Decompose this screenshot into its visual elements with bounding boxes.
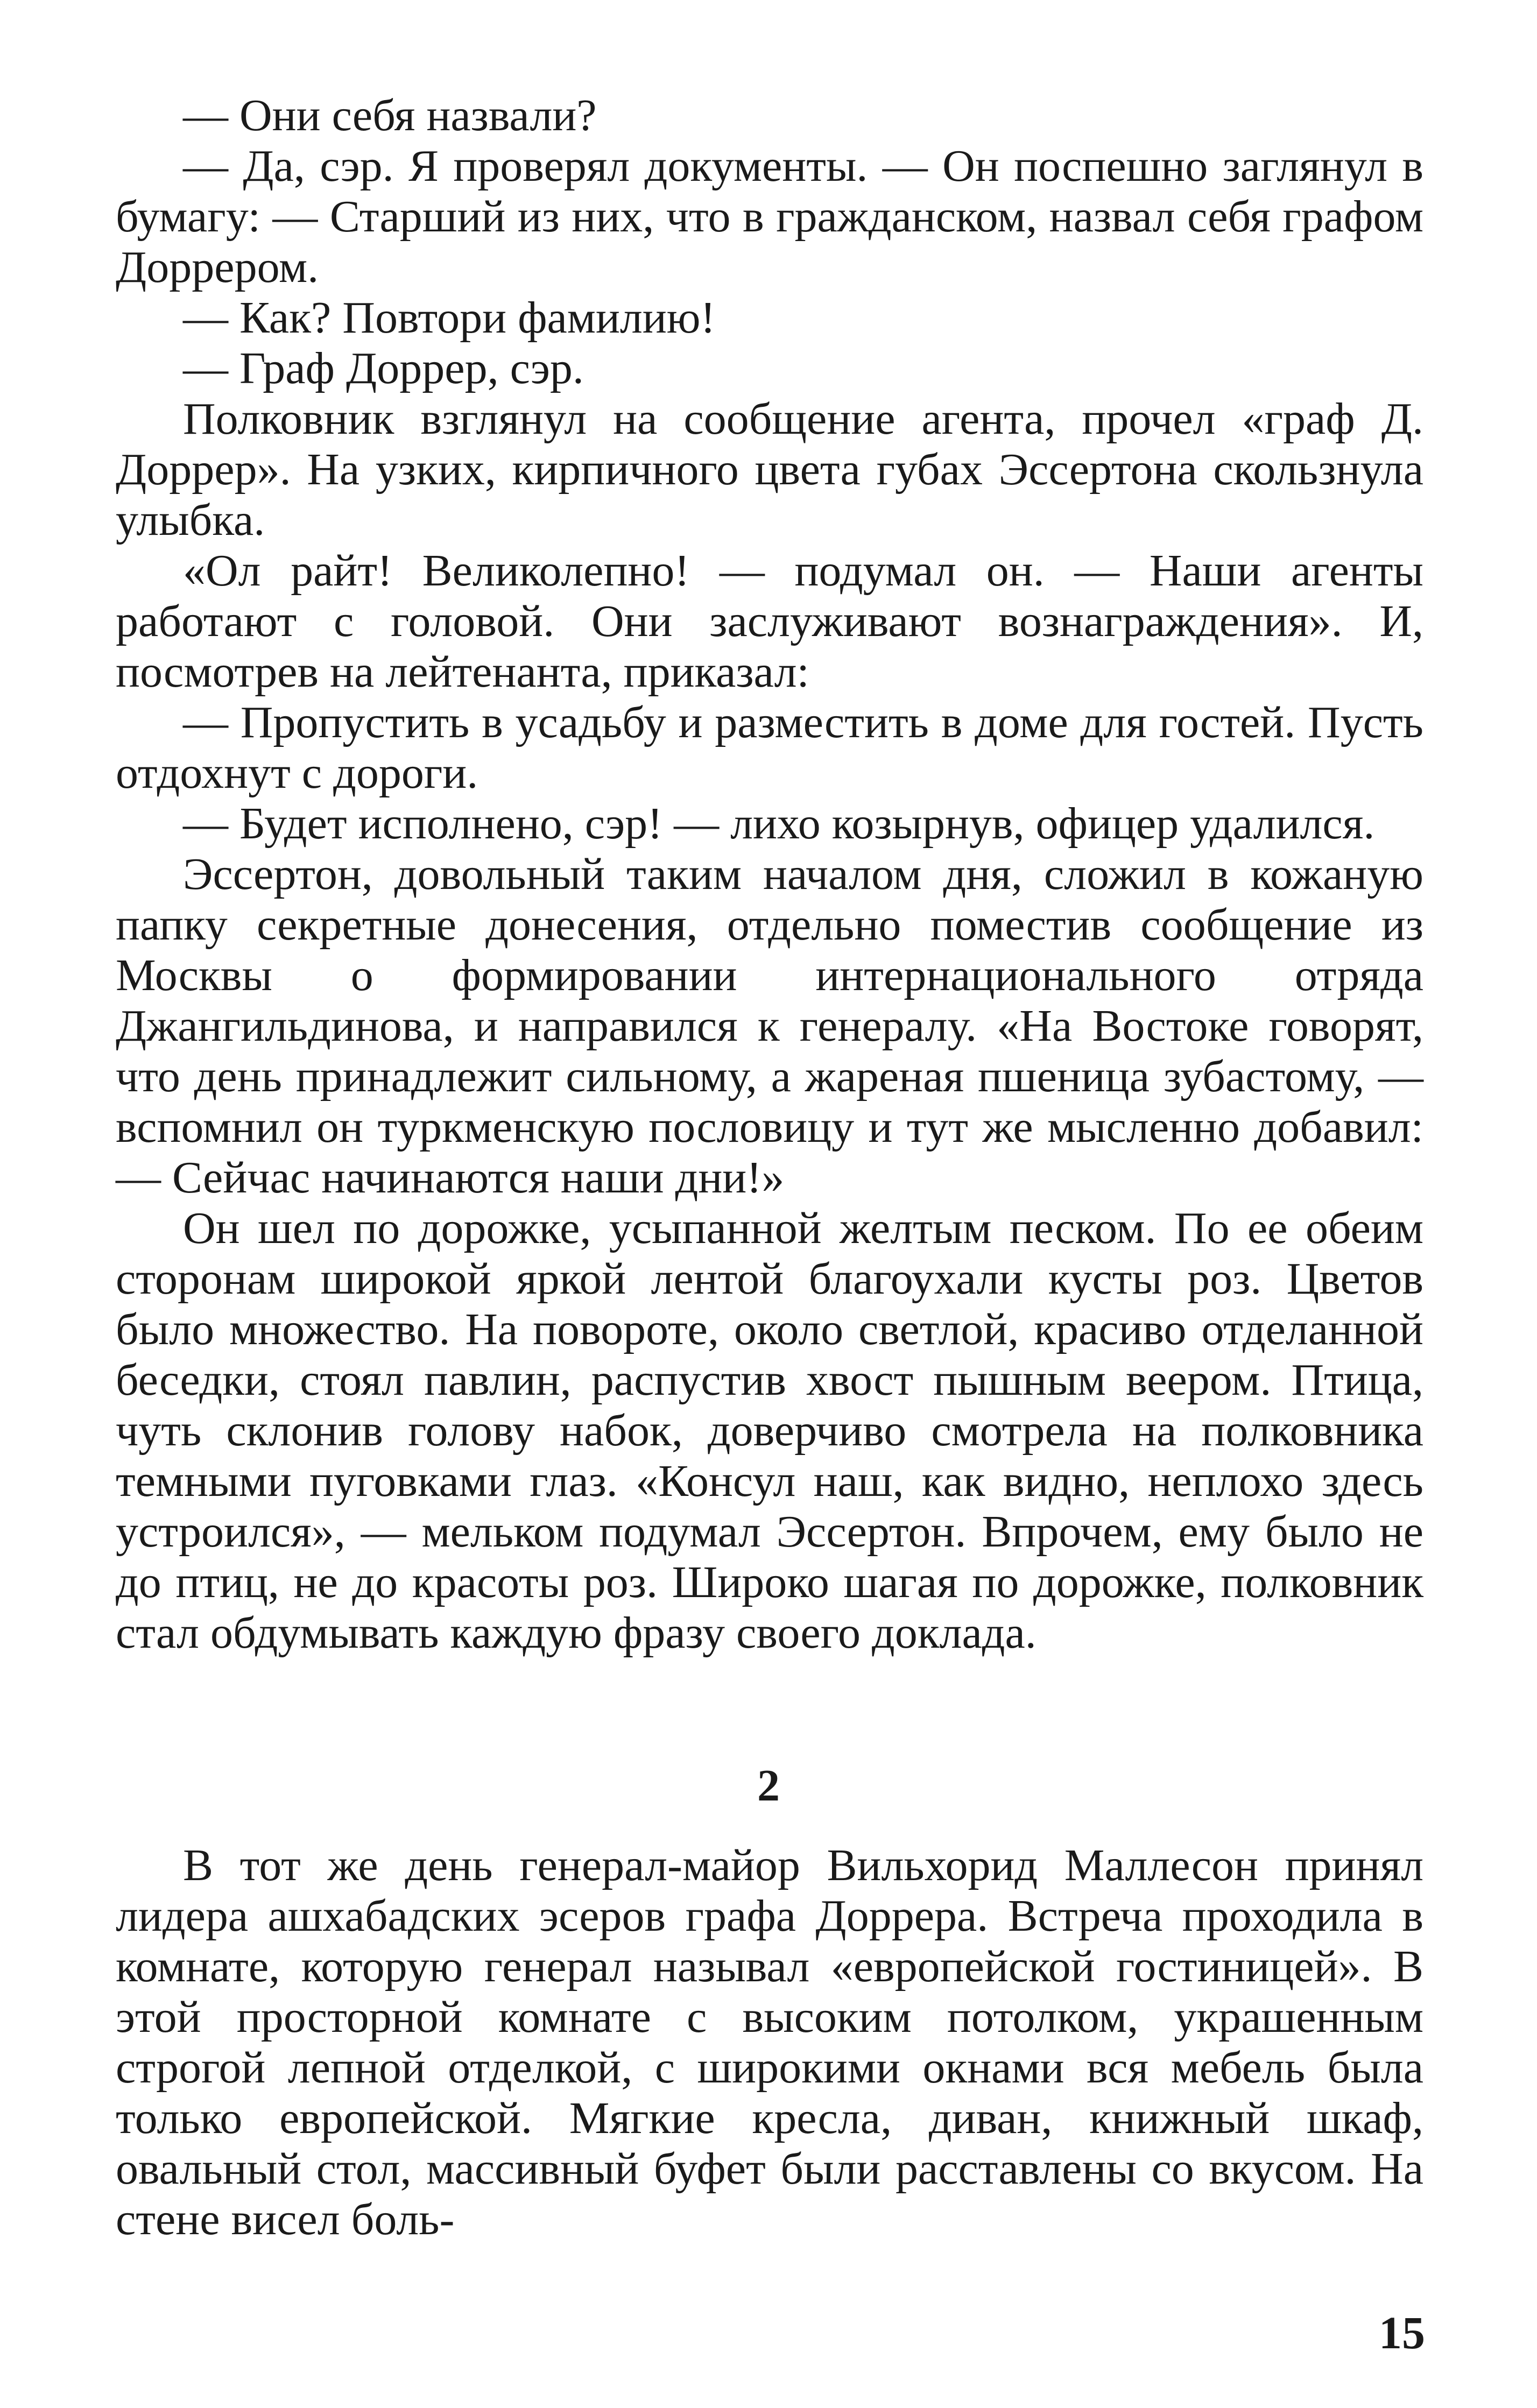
paragraph: «Ол райт! Великолепно! — подумал он. — Наши агенты работают с головой. Они заслуживают вознаграждения». И, посмотрев на лейтенанта, приказал: [116, 546, 1423, 697]
paragraph: — Они себя назвали? [183, 90, 597, 140]
paragraph: Полковник взглянул на сообщение агента, прочел «граф Д. Доррер». На узких, кирпичного цвета губах Эссертона скользнула улыбка. [116, 394, 1423, 545]
text-block-bottom [116, 1840, 1423, 2245]
section-number: 2 [757, 1761, 780, 1811]
page-number: 15 [1379, 2307, 1425, 2358]
paragraph: Он шел по дорожке, усыпанной желтым песком. По ее обеим сторонам широкой яркой лентой благоухали кусты роз. Цветов было множество. На повороте, около светлой, красиво отделанной беседки, стоял павлин, распустив хвост пышным веером. Птица, чуть склонив голову набок, доверчиво смотрела на полковника темными пуговками глаз. «Консул наш, как видно, неплохо здесь устроился», — мельком подумал Эссертон. Впрочем, ему было не до птиц, не до красоты роз. Широко шагая по дорожке, полковник стал обдумывать каждую фразу своего доклада. [116, 1203, 1423, 1658]
paragraph: — Будет исполнено, сэр! — лихо козырнув, офицер удалился. [183, 799, 1375, 849]
paragraph: — Да, сэр. Я проверял документы. — Он поспешно заглянул в бумагу: — Старший из них, что в гражданском, назвал себя графом Доррером. [116, 141, 1423, 292]
paragraph: — Как? Повтори фамилию! [183, 293, 716, 343]
paragraph: Эссертон, довольный таким началом дня, сложил в кожаную папку секретные донесения, отдельно поместив сообщение из Москвы о формировании интернационального отряда Джангильдинова, и направился к генералу. «На Востоке говорят, что день принадлежит сильному, а жареная пшеница зубастому, — вспомнил он туркменскую пословицу и тут же мысленно добавил: — Сейчас начинаются наши дни!» [116, 849, 1423, 1203]
paragraph: В тот же день генерал-майор Вильхорид Маллесон принял лидера ашхабадских эсеров графа Доррера. Встреча проходила в комнате, которую генерал называл «европейской гостиницей». В этой просторной комнате с высоким потолком, украшенным строгой лепной отделкой, с широкими окнами вся мебель была только европейской. Мягкие кресла, диван, книжный шкаф, овальный стол, массивный буфет были расставлены со вкусом. На стене висел боль- [116, 1840, 1423, 2244]
paragraph: — Пропустить в усадьбу и разместить в доме для гостей. Пусть отдохнут с дороги. [116, 697, 1423, 798]
paragraph: — Граф Доррер, сэр. [183, 343, 584, 393]
text-block-top [116, 90, 1423, 1658]
